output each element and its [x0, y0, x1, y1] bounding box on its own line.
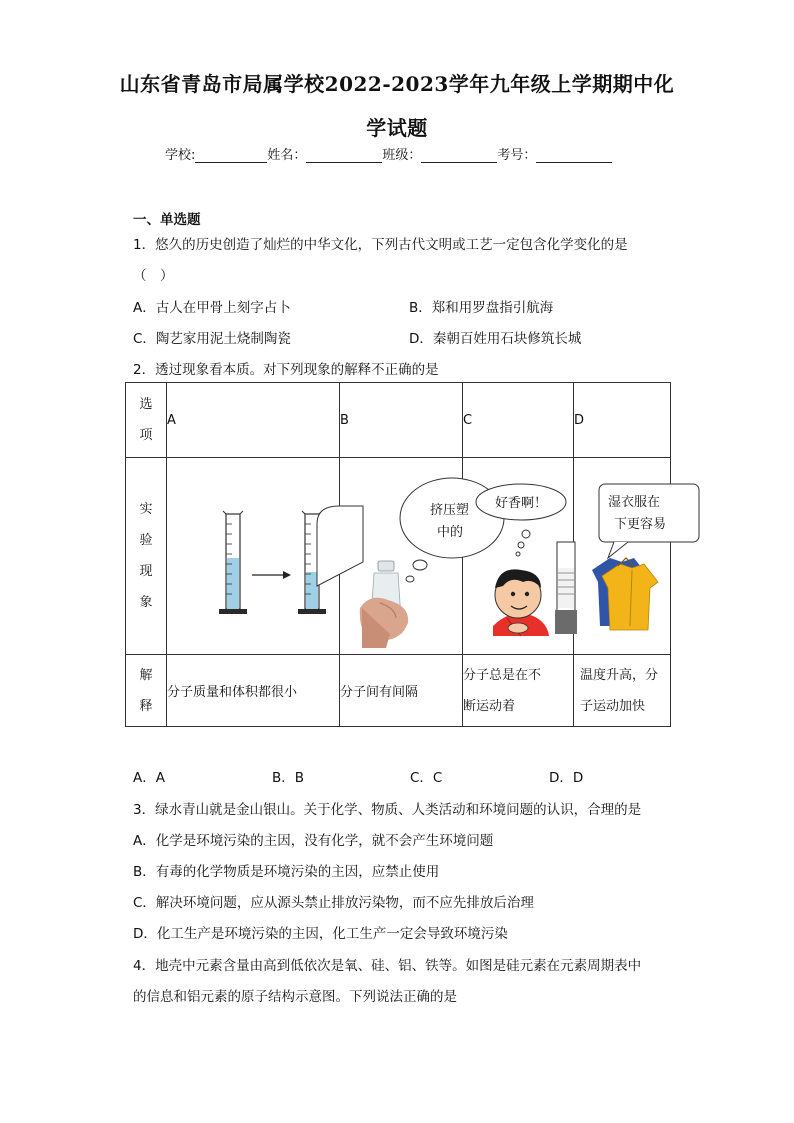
- school-blank[interactable]: [195, 148, 267, 163]
- q3-option-b[interactable]: B．有毒的化学物质是环境污染的主因，应禁止使用: [133, 864, 440, 880]
- q1-option-a[interactable]: A．古人在甲骨上刻字占卜: [133, 300, 291, 316]
- row-head-explanation: 解 释: [126, 655, 167, 727]
- graduated-cylinders-illustration: [167, 458, 339, 654]
- drying-clothes-illustration: [574, 458, 670, 654]
- exam-title-line-2: 学试题: [366, 116, 428, 140]
- q2-phenomena-table: [125, 382, 671, 727]
- student-info-fields: [165, 144, 612, 163]
- q1-option-d[interactable]: D．秦朝百姓用石块修筑长城: [409, 331, 582, 347]
- class-label: 班级：: [382, 148, 422, 163]
- cell-a-image: [167, 458, 340, 655]
- explanation-d: 温度升高，分 子运动加快: [574, 655, 671, 727]
- name-blank[interactable]: [306, 148, 382, 163]
- smelling-boy-illustration: [463, 458, 573, 654]
- school-label: 学校:: [165, 148, 196, 163]
- bubble-d-line-2: 下更容易: [614, 517, 667, 532]
- q3-option-a[interactable]: A．化学是环境污染的主因，没有化学，就不会产生环境问题: [133, 833, 494, 849]
- q2-stem: 2．透过现象看本质。对下列现象的解释不正确的是: [133, 362, 439, 378]
- class-blank[interactable]: [421, 148, 497, 163]
- squeezed-bottle-illustration: [340, 458, 470, 654]
- q4-stem-line-1: 4．地壳中元素含量由高到低依次是氧、硅、铝、铁等。如图是硅元素在元素周期表中: [133, 958, 642, 974]
- q3-option-c[interactable]: C．解决环境问题，应从源头禁止排放污染物，而不应先排放后治理: [133, 895, 534, 911]
- speech-bubble: [476, 484, 566, 556]
- row-head-phenomenon: 实 验 现 象: [126, 458, 167, 655]
- q3-stem: 3．绿水青山就是金山银山。关于化学、物质、人类活动和环境问题的认识，合理的是: [133, 802, 642, 818]
- exam-title-line-1: 山东省青岛市局属学校2022-2023学年九年级上学期期中化: [119, 72, 675, 96]
- bubble-c-text: 好香啊！: [494, 496, 548, 511]
- bottle-in-hand: [360, 561, 408, 648]
- q3-option-d[interactable]: D．化工生产是环境污染的主因，化工生产一定会导致环境污染: [133, 926, 508, 942]
- q2-answer-d[interactable]: D．D: [549, 770, 584, 786]
- col-header-b: B: [340, 383, 463, 458]
- col-header-c: C: [463, 383, 574, 458]
- arrow-icon: [252, 571, 291, 579]
- name-label: 姓名：: [267, 148, 307, 163]
- col-header-a: A: [167, 383, 340, 458]
- q1-option-b[interactable]: B．郑和用罗盘指引航海: [409, 300, 554, 316]
- explanation-a: 分子质量和体积都很小: [167, 655, 340, 727]
- caption-box: [599, 484, 699, 558]
- col-header-d: D: [574, 383, 671, 458]
- q1-stem-line-1: 1．悠久的历史创造了灿烂的中华文化，下列古代文明或工艺一定包含化学变化的是: [133, 237, 628, 253]
- explanation-c: 分子总是在不 断运动着: [463, 655, 574, 727]
- number-label: 考号：: [497, 148, 537, 163]
- q1-stem-line-2: （ ）: [133, 268, 174, 284]
- q2-answer-a[interactable]: A．A: [133, 770, 165, 786]
- wet-clothes: [592, 558, 658, 630]
- explanation-b: 分子间有间隔: [340, 655, 463, 727]
- left-cylinder: [219, 511, 247, 614]
- q1-option-c[interactable]: C．陶艺家用泥土烧制陶瓷: [133, 331, 291, 347]
- q4-stem-line-2: 的信息和铝元素的原子结构示意图。下列说法正确的是: [133, 989, 457, 1005]
- section-heading: 一、单选题: [133, 212, 201, 228]
- cell-b-image: [340, 458, 470, 655]
- cell-c-image: [463, 458, 574, 655]
- bubble-b-line-2: 中的: [437, 525, 464, 540]
- q2-answer-c[interactable]: C．C: [410, 770, 443, 786]
- row-head-option: 选 项: [126, 383, 167, 458]
- cell-d-image: [574, 458, 671, 655]
- number-blank[interactable]: [536, 148, 612, 163]
- bubble-d-line-1: 湿衣服在: [608, 495, 661, 510]
- q2-answer-b[interactable]: B．B: [272, 770, 305, 786]
- boy-figure: [493, 569, 549, 636]
- bubble-b-line-1: 挤压塑: [430, 503, 470, 518]
